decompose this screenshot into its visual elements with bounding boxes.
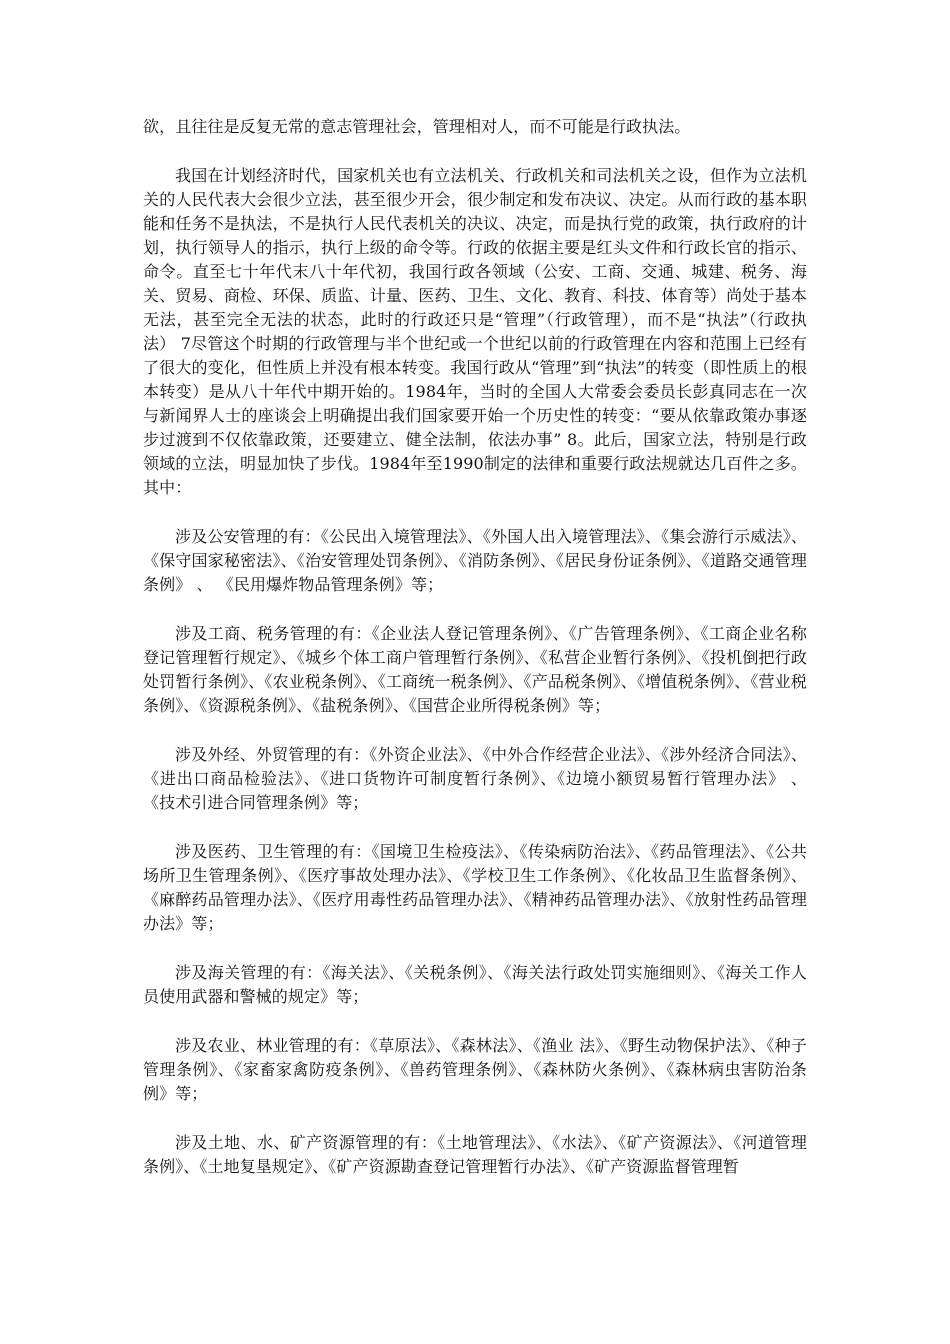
paragraph-industry-tax-laws: 涉及工商、税务管理的有：《企业法人登记管理条例》、《广告管理条例》、《工商企业名称登记管理暂行规定》、《城乡个体工商户管理暂行条例》、《私营企业暂行条例》、《投机倒把行政处罚暂行条例》、《农业税条例》、《工商统一税条例》、《产品税条例》、《增值税条例》、《营业税条例》、《资源税条例》、《盐税条例》、《国营企业所得税条例》等； (143, 624, 807, 715)
paragraph-administrative-transition: 我国在计划经济时代，国家机关也有立法机关、行政机关和司法机关之设，但作为立法机关的人民代表大会很少立法，甚至很少开会，很少制定和发布决议、决定。从而行政的基本职能和任务不是执法，不是执行人民代表机关的决议、决定，而是执行党的政策，执行政府的计划，执行领导人的指示，执行上级的命令等。行政的依据主要是红头文件和行政长官的指示、命令。直至七十年代末八十年代初，我国行政各领域（公安、工商、交通、城建、税务、海关、贸易、商检、环保、质监、计量、医药、卫生、文化、教育、科技、体育等）尚处于基本无法，甚至完全无法的状态，此时的行政还只是“管理”（行政管理），而不是“执法”（行政执法） 7尽管这个时期的行政管理与半个世纪或一个世纪以前的行政管理在内容和范围上已经有了很大的变化，但性质上并没有根本转变。我国行政从“管理”到“执法”的转变（即性质上的根本转变）是从八十年代中期开始的。1984年，当时的全国人大常委会委员长彭真同志在一次与新闻界人士的座谈会上明确提出我们国家要开始一个历史性的转变：“要从依靠政策办事逐步过渡到不仅依靠政策，还要建立、健全法制，依法办事” 8。此后，国家立法，特别是行政领域的立法，明显加快了步伐。1984年至1990制定的法律和重要行政法规就达几百件之多。其中： (143, 166, 807, 497)
paragraph-agriculture-forestry-laws: 涉及农业、林业管理的有：《草原法》、《森林法》、《渔业 法》、《野生动物保护法》、《种子管理条例》、《家畜家禽防疫条例》、《兽药管理条例》、《森林防火条例》、《森林病虫害防治条例》等； (143, 1036, 807, 1103)
paragraph-continuation: 欲，且往往是反复无常的意志管理社会，管理相对人，而不可能是行政执法。 (143, 117, 691, 136)
paragraph-medicine-health-laws: 涉及医药、卫生管理的有：《国境卫生检疫法》、《传染病防治法》、《药品管理法》、《公共场所卫生管理条例》、《医疗事故处理办法》、《学校卫生工作条例》、《化妆品卫生监督条例》、《麻醉药品管理办法》、《医疗用毒性药品管理办法》、《精神药品管理办法》、《放射性药品管理办法》等； (143, 842, 807, 933)
paragraph-public-security-laws: 涉及公安管理的有：《公民出入境管理法》、《外国人出入境管理法》、《集会游行示威法》、《保守国家秘密法》、《治安管理处罚条例》、《消防条例》、《居民身份证条例》、《道路交通管理条例》 、 《民用爆炸物品管理条例》等； (143, 527, 807, 594)
paragraph-foreign-trade-laws: 涉及外经、外贸管理的有：《外资企业法》、《中外合作经营企业法》、《涉外经济合同法》、《进出口商品检验法》、《进口货物许可制度暂行条例》、《边境小额贸易暂行管理办法》 、 《技术引进合同管理条例》等； (143, 745, 807, 812)
paragraph-land-water-mineral-laws: 涉及土地、水、矿产资源管理的有：《土地管理法》、《水法》、《矿产资源法》、《河道管理条例》、《土地复垦规定》、《矿产资源勘查登记管理暂行办法》、《矿产资源监督管理暂 (143, 1133, 807, 1176)
paragraph-customs-laws: 涉及海关管理的有：《海关法》、《关税条例》、《海关法行政处罚实施细则》、《海关工作人员使用武器和警械的规定》等； (143, 963, 807, 1006)
document-page (143, 115, 807, 1204)
